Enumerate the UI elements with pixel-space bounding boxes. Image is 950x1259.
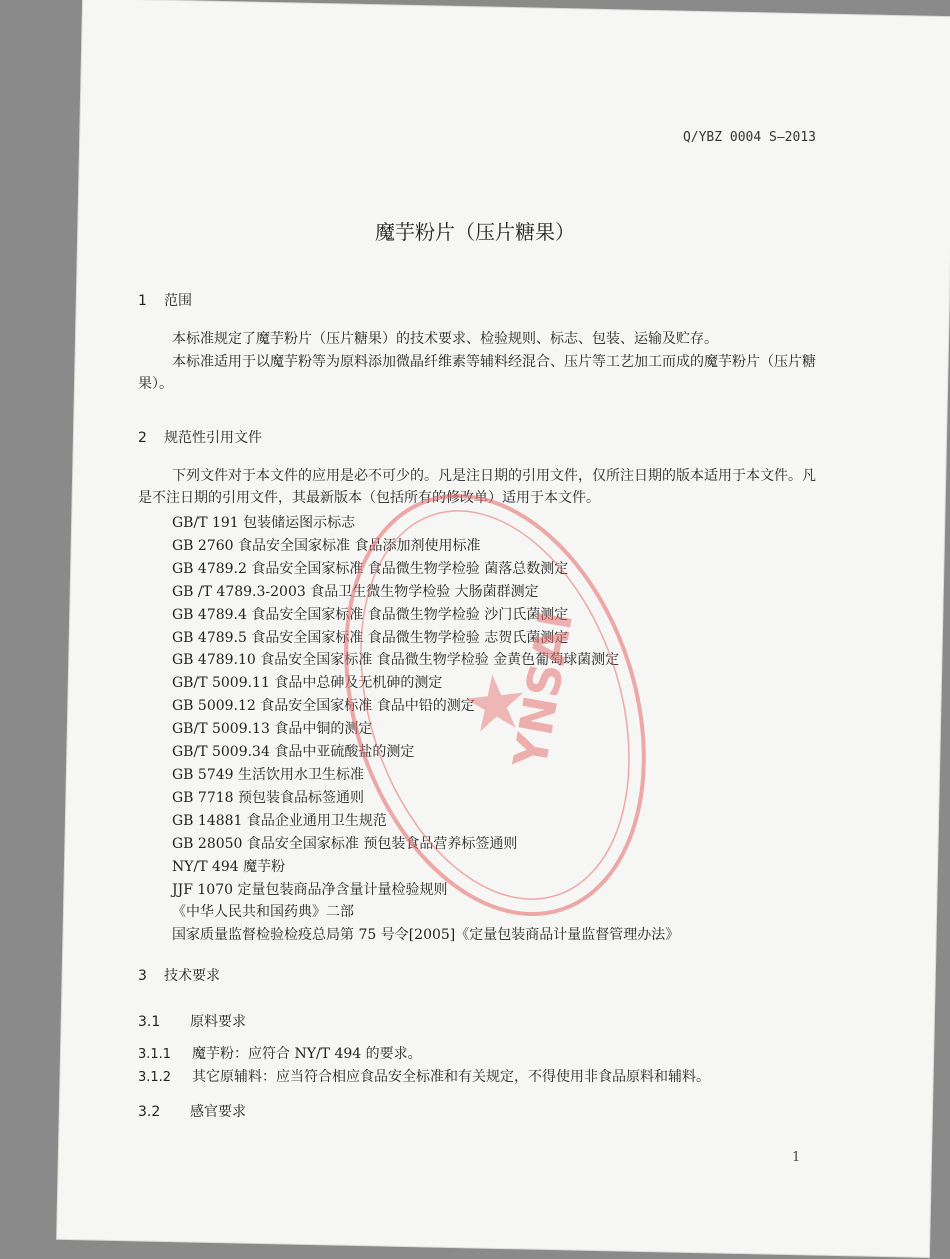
section-title: 技术要求 xyxy=(164,968,220,984)
section-3-2-heading xyxy=(138,1101,246,1121)
reference-item: GB 4789.4 食品安全国家标准 食品微生物学检验 沙门氏菌测定 xyxy=(172,606,569,623)
section-number: 2 xyxy=(138,430,147,446)
section-2-para-1: 下列文件对于本文件的应用是必不可少的。凡是注日期的引用文件，仅所注日期的版本适用于本文件。凡是不注日期的引用文件，其最新版本（包括所有的修改单）适用于本文件。 xyxy=(138,468,816,506)
clause-3-1-1 xyxy=(138,1043,422,1063)
section-title: 感官要求 xyxy=(190,1104,246,1120)
clause-text: 其它原辅料：应当符合相应食品安全标准和有关规定，不得使用非食品原料和辅料。 xyxy=(192,1069,710,1085)
reference-item: JJF 1070 定量包装商品净含量计量检验规则 xyxy=(172,881,448,898)
reference-item: GB 4789.2 食品安全国家标准 食品微生物学检验 菌落总数测定 xyxy=(172,560,569,577)
reference-item: GB 14881 食品企业通用卫生规范 xyxy=(172,812,387,829)
section-1-heading xyxy=(138,290,192,310)
reference-item: GB 4789.10 食品安全国家标准 食品微生物学检验 金黄色葡萄球菌测定 xyxy=(172,652,620,669)
section-3-heading xyxy=(138,965,220,985)
reference-list xyxy=(172,512,679,947)
section-number: 3.1 xyxy=(138,1014,161,1030)
reference-item: 国家质量监督检验检疫总局第 75 号令[2005]《定量包装商品计量监督管理办法》 xyxy=(172,927,680,944)
reference-item: 《中华人民共和国药典》二部 xyxy=(172,904,354,921)
reference-item: GB 5009.12 食品安全国家标准 食品中铅的测定 xyxy=(172,698,475,715)
reference-item: GB 7718 预包装食品标签通则 xyxy=(172,789,365,806)
document-title: 魔芋粉片（压片糖果） xyxy=(375,220,575,244)
section-1-para-2: 本标准适用于以魔芋粉等为原料添加微晶纤维素等辅料经混合、压片等工艺加工而成的魔芋粉片（压片糖果）。 xyxy=(138,354,816,392)
standard-code: Q/YBZ 0004 S—2013 xyxy=(682,130,816,145)
reference-item: GB 2760 食品安全国家标准 食品添加剂使用标准 xyxy=(172,537,481,554)
section-title: 规范性引用文件 xyxy=(164,430,262,446)
reference-item: GB/T 5009.13 食品中铜的测定 xyxy=(172,721,373,738)
page-number: 1 xyxy=(792,1150,801,1165)
section-1-para-1: 本标准规定了魔芋粉片（压片糖果）的技术要求、检验规则、标志、包装、运输及贮存。 xyxy=(172,331,718,347)
section-2-heading xyxy=(138,427,262,447)
section-number: 3 xyxy=(138,968,147,984)
section-title: 原料要求 xyxy=(190,1014,246,1030)
reference-item: GB 28050 食品安全国家标准 预包装食品营养标签通则 xyxy=(172,835,518,852)
reference-item: GB/T 5009.34 食品中亚硫酸盐的测定 xyxy=(172,744,415,761)
stamp-text: YNSAI xyxy=(502,607,584,772)
reference-item: NY/T 494 魔芋粉 xyxy=(172,858,286,875)
reference-item: GB/T 191 包装储运图示标志 xyxy=(172,515,356,531)
clause-text: 魔芋粉：应符合 NY/T 494 的要求。 xyxy=(192,1046,422,1062)
section-title: 范围 xyxy=(164,293,192,309)
reference-item: GB 5749 生活饮用水卫生标准 xyxy=(172,766,365,783)
section-number: 3.2 xyxy=(138,1104,161,1120)
reference-item: GB/T 5009.11 食品中总砷及无机砷的测定 xyxy=(172,675,443,692)
clause-number: 3.1.2 xyxy=(138,1070,172,1085)
reference-item: GB /T 4789.3-2003 食品卫生微生物学检验 大肠菌群测定 xyxy=(172,583,539,600)
clause-3-1-2 xyxy=(138,1066,710,1086)
section-number: 1 xyxy=(138,293,147,309)
clause-number: 3.1.1 xyxy=(138,1047,172,1062)
section-3-1-heading xyxy=(138,1011,246,1031)
reference-item: GB 4789.5 食品安全国家标准 食品微生物学检验 志贺氏菌测定 xyxy=(172,629,569,646)
